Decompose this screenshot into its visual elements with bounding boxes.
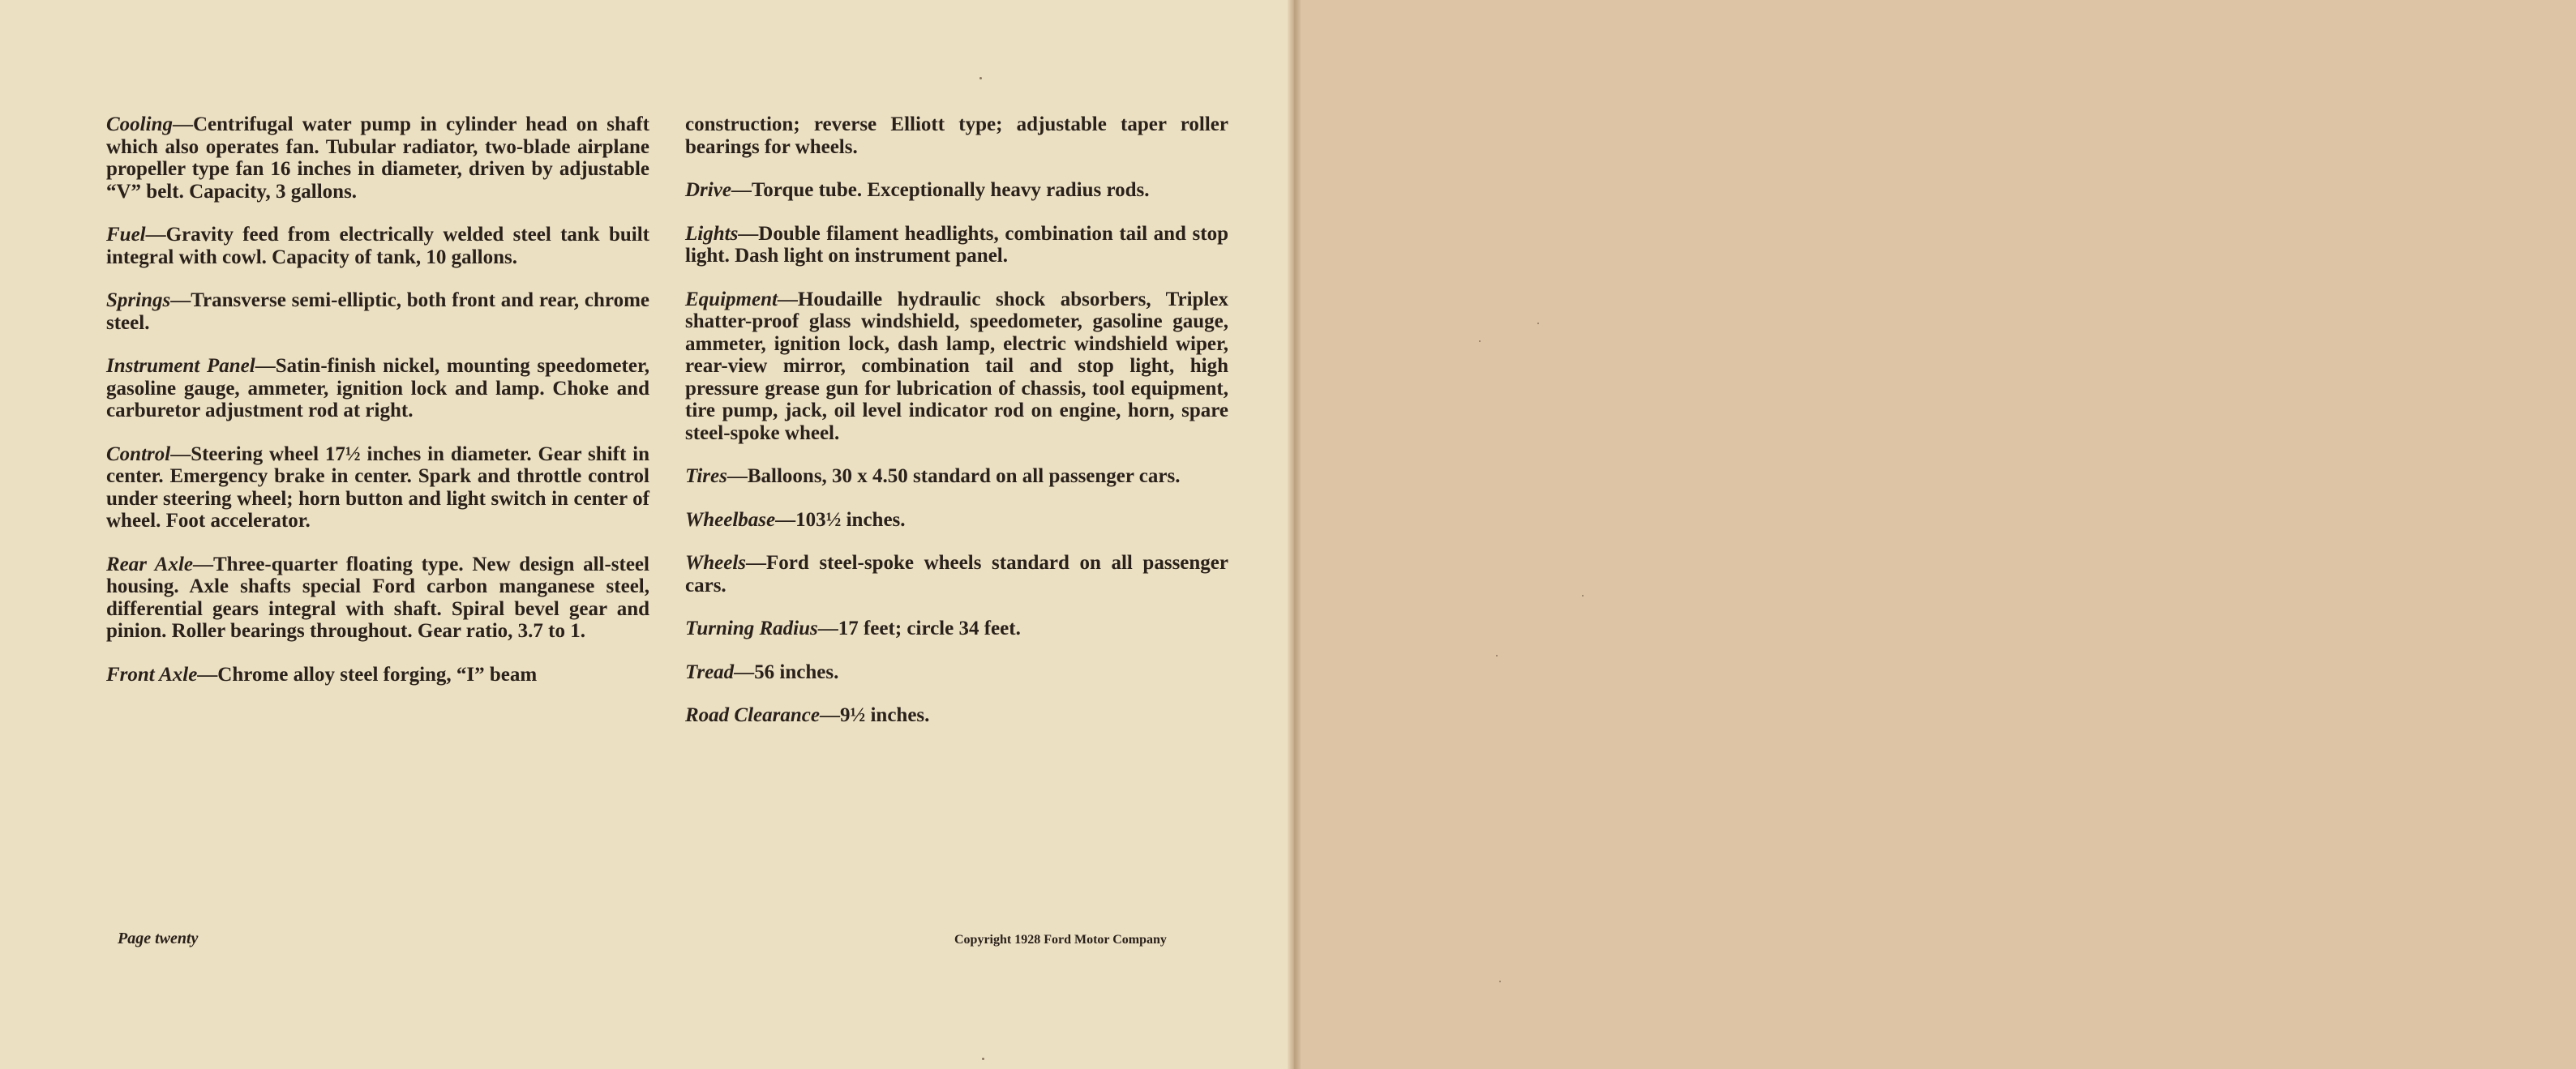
spec-text: —Torque tube. Exceptionally heavy radius rods. — [731, 179, 1150, 201]
spec-entry — [685, 661, 1228, 684]
spec-term: Turning Radius — [685, 618, 818, 639]
spec-term: Rear Axle — [106, 553, 193, 575]
copyright-notice: Copyright 1928 Ford Motor Company — [954, 933, 1167, 947]
book-gutter — [1288, 0, 1301, 1069]
right-page-blank — [1301, 0, 2576, 1069]
spec-entry — [106, 443, 649, 532]
spec-entry — [685, 113, 1228, 158]
spec-entry — [685, 179, 1228, 202]
spec-term: Front Axle — [106, 663, 198, 686]
spec-text: —Houdaille hydraulic shock absorbers, Triplex shatter-proof glass windshield, speedometer, gasoline gauge, ammeter, ignition lock, dash lamp, electric windshield wiper, rear-view mirror, combination tail and stop light, high pressure grease gun for lubrication of chassis, tool equipment, tire pump, jack, oil level indicator rod on engine, horn, spare steel-spoke wheel. — [685, 288, 1228, 444]
spec-text: —9½ inches. — [819, 704, 930, 726]
spec-text: —Ford steel-spoke wheels standard on all passenger cars. — [685, 552, 1228, 597]
spec-text: —Transverse semi-elliptic, both front and rear, chrome steel. — [106, 289, 649, 334]
spec-term: Instrument Panel — [106, 355, 255, 377]
spec-term: Lights — [685, 222, 739, 245]
spec-entry — [106, 113, 649, 203]
left-column — [106, 113, 649, 707]
spec-text: —Satin-finish nickel, mounting speedometer, gasoline gauge, ammeter, ignition lock and lamp. Choke and carburetor adjustment rod at right. — [106, 355, 649, 421]
spec-entry — [106, 554, 649, 643]
paper-speck — [979, 77, 982, 79]
spec-text: —56 inches. — [734, 661, 839, 683]
spec-text: —Steering wheel 17½ inches in diameter. Gear shift in center. Emergency brake in center. Spark and throttle control under steering wheel; horn button and light switch in center of wheel. Foot accelerator. — [106, 443, 649, 532]
spec-term: Cooling — [106, 113, 173, 135]
spec-term: Springs — [106, 289, 171, 311]
paper-speck — [1479, 340, 1481, 342]
spec-text: —Gravity feed from electrically welded steel tank built integral with cowl. Capacity of tank, 10 gallons. — [106, 224, 649, 268]
spec-text: —103½ inches. — [775, 508, 906, 531]
spec-entry — [685, 552, 1228, 597]
spec-entry — [685, 618, 1228, 640]
right-column — [685, 113, 1228, 748]
spec-entry — [685, 509, 1228, 532]
spec-term: Wheelbase — [685, 508, 776, 531]
paper-speck — [1537, 323, 1539, 324]
spec-text: —Double filament headlights, combination tail and stop light. Dash light on instrument panel. — [685, 222, 1228, 267]
paper-speck — [1582, 595, 1584, 597]
spec-entry — [685, 704, 1228, 727]
spec-entry — [106, 224, 649, 268]
spec-text: construction; reverse Elliott type; adjustable taper roller bearings for wheels. — [685, 113, 1228, 158]
spec-term: Wheels — [685, 552, 746, 574]
spec-entry — [106, 289, 649, 334]
paper-speck — [1499, 981, 1501, 982]
spec-term: Fuel — [106, 224, 146, 246]
spec-term: Tires — [685, 465, 727, 487]
spec-entry — [106, 664, 649, 686]
spec-text: —Chrome alloy steel forging, “I” beam — [197, 663, 538, 686]
page-number: Page twenty — [118, 930, 199, 947]
paper-speck — [982, 1058, 984, 1060]
spec-entry — [685, 465, 1228, 488]
spec-text: —17 feet; circle 34 feet. — [817, 618, 1021, 639]
spec-term: Control — [106, 443, 171, 465]
spec-entry — [685, 289, 1228, 445]
spec-term: Tread — [685, 661, 735, 683]
spec-term: Road Clearance — [685, 704, 820, 726]
spec-term: Equipment — [685, 288, 778, 310]
spec-text: —Balloons, 30 x 4.50 standard on all passenger cars. — [727, 465, 1181, 487]
spec-text: —Centrifugal water pump in cylinder head on shaft which also operates fan. Tubular radiator, two-blade airplane propeller type fan 16 inches in diameter, driven by adjustable “V” belt. Capacity, 3 gallons. — [106, 113, 649, 203]
paper-speck — [1496, 655, 1498, 656]
spec-term: Drive — [685, 179, 731, 201]
spec-entry — [106, 355, 649, 422]
spec-entry — [685, 223, 1228, 267]
spec-text: —Three-quarter floating type. New design all-steel housing. Axle shafts special Ford carbon manganese steel, differential gears integral with shaft. Spiral bevel gear and pinion. Roller bearings throughout. Gear ratio, 3.7 to 1. — [106, 553, 649, 642]
